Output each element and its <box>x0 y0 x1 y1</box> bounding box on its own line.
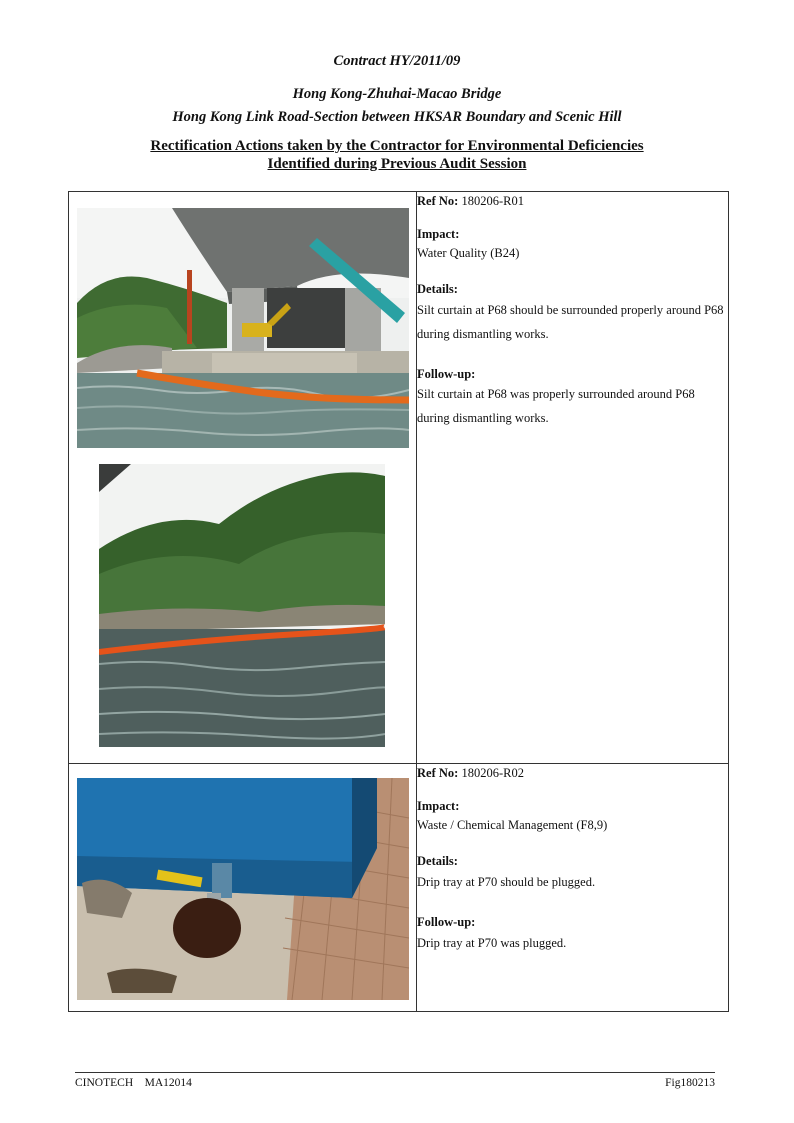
photo-drip-tray <box>77 778 409 1000</box>
impact-value: Water Quality (B24) <box>417 245 520 260</box>
impact-value: Waste / Chemical Management (F8,9) <box>417 817 608 832</box>
photo-silt-curtain-hillside <box>99 464 385 747</box>
record-row-2 <box>69 764 729 1012</box>
page-title-line-2: Identified during Previous Audit Session <box>267 156 527 172</box>
project-name: Hong Kong-Zhuhai-Macao Bridge <box>292 86 502 102</box>
photo-cell-2 <box>69 764 417 1012</box>
contract-number: Contract HY/2011/09 <box>333 53 461 69</box>
record-info-1 <box>417 192 729 764</box>
photo-cell-1 <box>69 192 417 764</box>
footer-divider <box>75 1072 715 1073</box>
page-title-line-1: Rectification Actions taken by the Contractor for Environmental Deficiencies <box>150 138 644 154</box>
record-info-2 <box>417 764 729 1012</box>
footer-figure-number: Fig180213 <box>665 1077 715 1089</box>
details-label: Details: <box>417 282 458 297</box>
photo-bridge-pier <box>77 208 409 448</box>
rectification-table <box>68 191 729 1012</box>
ref-label: Ref No: <box>417 766 459 780</box>
record-row-1 <box>69 192 729 764</box>
ref-number: 180206-R01 <box>461 194 524 208</box>
followup-label: Follow-up: <box>417 914 476 929</box>
project-section: Hong Kong Link Road-Section between HKSAR Boundary and Scenic Hill <box>172 109 622 125</box>
followup-text: Silt curtain at P68 was properly surrounded around P68 during dismantling works. <box>417 387 695 425</box>
details-label: Details: <box>417 854 458 869</box>
details-text: Silt curtain at P68 should be surrounded properly around P68 during dismantling works. <box>417 303 724 341</box>
ref-label: Ref No: <box>417 194 459 208</box>
ref-number: 180206-R02 <box>461 766 524 780</box>
footer-company-ref: CINOTECH MA12014 <box>75 1077 192 1089</box>
impact-label: Impact: <box>417 226 460 241</box>
details-text: Drip tray at P70 should be plugged. <box>417 875 596 889</box>
impact-label: Impact: <box>417 798 460 813</box>
followup-label: Follow-up: <box>417 366 476 381</box>
followup-text: Drip tray at P70 was plugged. <box>417 935 567 950</box>
